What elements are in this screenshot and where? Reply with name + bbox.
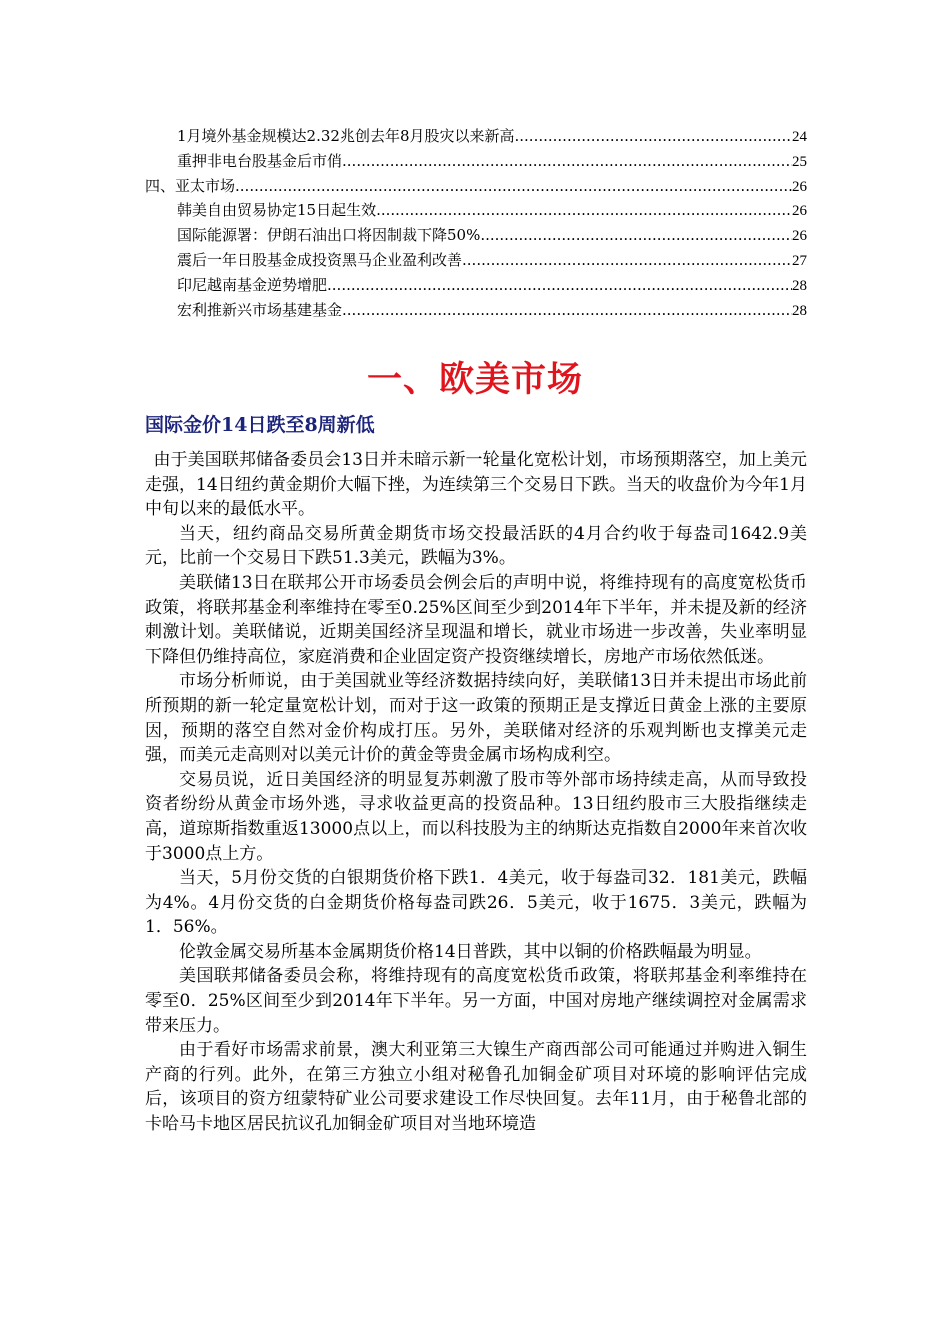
toc-leader-dots	[235, 174, 792, 199]
toc-leader-dots	[376, 198, 792, 223]
toc-entry-title: 1月境外基金规模达2.32兆创去年8月股灾以来新高	[177, 127, 515, 145]
toc-leader-dots	[480, 223, 792, 248]
toc-entry[interactable]	[145, 174, 807, 199]
toc-entry-page: 27	[792, 252, 807, 269]
toc-entry[interactable]	[145, 198, 807, 223]
table-of-contents	[145, 124, 807, 322]
toc-entry[interactable]	[145, 223, 807, 248]
toc-leader-dots	[327, 273, 792, 298]
toc-leader-dots	[342, 149, 792, 174]
body-paragraph: 美国联邦储备委员会称，将维持现有的高度宽松货币政策，将联邦基金利率维持在零至0．25%区间至少到2014年下半年。另一方面，中国对房地产继续调控对金属需求带来压力。	[145, 966, 807, 1036]
toc-entry-page: 26	[792, 228, 807, 245]
toc-entry[interactable]	[145, 298, 807, 323]
toc-entry-title: 印尼越南基金逆势增肥	[177, 275, 328, 294]
toc-entry-page: 25	[792, 153, 807, 170]
toc-entry-title: 韩美自由贸易协定15日起生效	[177, 201, 377, 220]
toc-leader-dots	[515, 124, 793, 149]
toc-entry-page: 26	[792, 203, 807, 220]
body-paragraph: 交易员说，近日美国经济的明显复苏刺激了股市等外部市场持续走高，从而导致投资者纷纷从黄金市场外逃，寻求收益更高的投资品种。13日纽约股市三大股指继续走高，道琼斯指数重返13000点以上，而以科技股为主的纳斯达克指数自2000年来首次收于3000点上方。	[145, 769, 807, 864]
toc-entry-page: 28	[792, 302, 807, 319]
body-paragraph: 当天，5月份交货的白银期货价格下跌1．4美元，收于每盎司32．181美元，跌幅为4%。4月份交货的白金期货价格每盎司跌26．5美元，收于1675．3美元，跌幅为1．56%。	[145, 868, 807, 938]
body-paragraph: 当天，纽约商品交易所黄金期货市场交投最活跃的4月合约收于每盎司1642.9美元，比前一个交易日下跌51.3美元，跌幅为3%。	[145, 523, 807, 569]
body-paragraph: 美联储13日在联邦公开市场委员会例会后的声明中说，将维持现有的高度宽松货币政策，将联邦基金利率维持在零至0.25%区间至少到2014年下半年，并未提及新的经济刺激计划。美联储说，近期美国经济呈现温和增长，就业市场进一步改善，失业率明显下降但仍维持高位，家庭消费和企业固定资产投资继续增长，房地产市场依然低迷。	[145, 572, 807, 667]
body-paragraph: 市场分析师说，由于美国就业等经济数据持续向好，美联储13日并未提出市场此前所预期的新一轮定量宽松计划，而对于这一政策的预期正是支撑近日黄金上涨的主要原因，预期的落空自然对金价构成打压。另外，美联储对经济的乐观判断也支撑美元走强，而美元走高则对以美元计价的黄金等贵金属市场构成利空。	[145, 671, 807, 766]
toc-leader-dots	[462, 248, 792, 273]
toc-entry[interactable]	[145, 124, 807, 149]
toc-entry-page: 26	[792, 178, 807, 195]
toc-entry-title: 震后一年日股基金成投资黑马企业盈利改善	[177, 250, 463, 269]
toc-entry[interactable]	[145, 149, 807, 174]
toc-entry-title: 国际能源署：伊朗石油出口将因制裁下降50%	[177, 226, 481, 245]
toc-entry-page: 28	[792, 277, 807, 294]
toc-entry[interactable]	[145, 273, 807, 298]
body-paragraph: 由于看好市场需求前景，澳大利亚第三大镍生产商西部公司可能通过并购进入铜生产商的行列。此外，在第三方独立小组对秘鲁孔加铜金矿项目对环境的影响评估完成后，该项目的资方纽蒙特矿业公司要求建设工作尽快回复。去年11月，由于秘鲁北部的卡哈马卡地区居民抗议孔加铜金矿项目对当地环境造	[145, 1040, 807, 1135]
toc-entry-page: 24	[792, 129, 807, 145]
body-paragraph: 伦敦金属交易所基本金属期货价格14日普跌，其中以铜的价格跌幅最为明显。	[179, 941, 762, 962]
section-heading: 一、欧美市场	[366, 359, 583, 400]
article-body	[145, 448, 807, 1137]
toc-entry-title: 重押非电台股基金后市俏	[177, 151, 343, 170]
toc-entry-title: 四、亚太市场	[145, 176, 236, 195]
toc-leader-dots	[342, 298, 792, 323]
toc-entry-title: 宏利推新兴市场基建基金	[177, 300, 343, 319]
body-paragraph: 由于美国联邦储备委员会13日并未暗示新一轮量化宽松计划，市场预期落空，加上美元走强，14日纽约黄金期价大幅下挫，为连续第三个交易日下跌。当天的收盘价为今年1月中旬以来的最低水平。	[145, 450, 807, 520]
toc-entry[interactable]	[145, 248, 807, 273]
article-title: 国际金价14日跌至8周新低	[145, 414, 375, 436]
